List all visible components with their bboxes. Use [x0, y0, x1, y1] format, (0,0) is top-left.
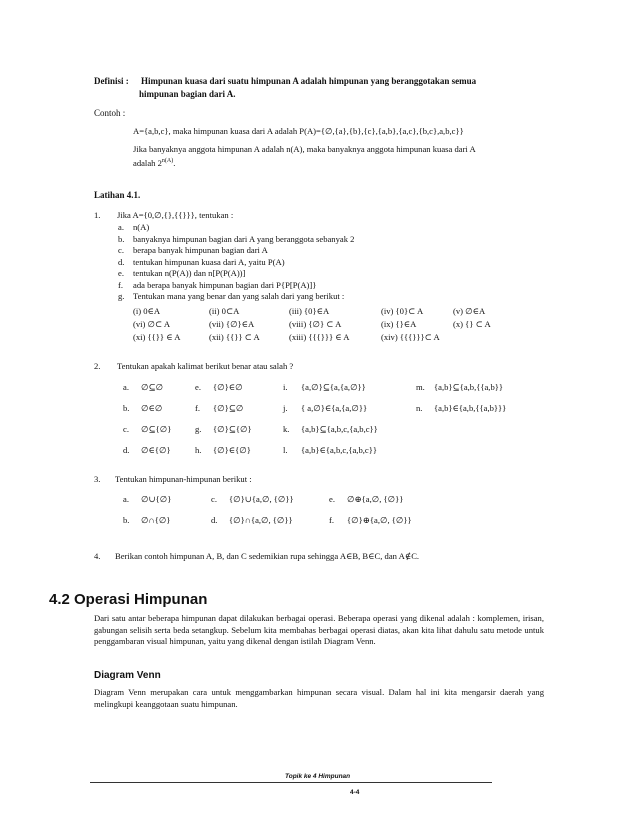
q2-cell-letter: l.: [283, 445, 288, 455]
footer-rule: [90, 782, 492, 783]
q3-cell-expr: ∅∪{∅}: [141, 494, 172, 504]
definition-text-line1: Himpunan kuasa dari suatu himpunan A adalah himpunan yang beranggotakan semua: [141, 76, 477, 86]
q2-cell: [195, 424, 283, 435]
q1-item-letter: b.: [118, 233, 125, 244]
q1-item-text: berapa banyak himpunan bagian dari A: [133, 245, 268, 255]
q2-cell-letter: d.: [123, 445, 130, 455]
q2-cell-expr: {a,∅}⊆{a,{a,∅}}: [301, 382, 366, 392]
q1-item-text: ada berapa banyak himpunan bagian dari P{P[P(A)]}: [133, 279, 317, 290]
q4-number: 4.: [94, 551, 101, 561]
venn-paragraph: Diagram Venn merupakan cara untuk menggambarkan himpunan secara visual. Dalam hal ini kita mengarsir daerah yang melingkupi keanggotaan suatu himpunan.: [94, 687, 544, 709]
q3-cell-letter: f.: [329, 515, 335, 525]
q1-item-letter: c.: [118, 245, 124, 255]
q3-cell-letter: b.: [123, 515, 130, 525]
definition-label: Definisi :: [94, 76, 129, 86]
q3-cell-expr: {∅}⊕{a,∅, {∅}}: [347, 515, 412, 525]
q3-cell: [123, 515, 211, 526]
example-line3: [133, 156, 175, 169]
q3-cell: [329, 515, 439, 526]
q2-cell-expr: ∅⊆∅: [141, 382, 164, 392]
q1-item-letter: f.: [118, 279, 124, 290]
q2-cell: [283, 424, 416, 435]
q2-cell-expr: {∅}∈∅: [213, 382, 243, 392]
q3-cell-letter: e.: [329, 494, 335, 504]
q2-cell: [123, 382, 195, 393]
q2-cell-expr: {a,b}∈{a,b,c,{a,b,c}}: [301, 445, 377, 455]
q2-cell-letter: g.: [195, 424, 202, 434]
q2-cell-expr: {a,b}⊆{a,b,{{a,b}}: [434, 382, 504, 392]
q1-item-text: tentukan n(P(A)) dan n[P(P(A))]: [133, 268, 246, 278]
q2-cell: [416, 403, 526, 414]
example-line2: Jika banyaknya anggota himpunan A adalah n(A), maka banyaknya anggota himpunan kuasa dari A: [133, 144, 476, 154]
definition-text-line2: himpunan bagian dari A.: [139, 89, 236, 99]
q2-cell-expr: { a,∅}∈{a,{a,∅}}: [301, 403, 368, 413]
q3-text: Tentukan himpunan-himpunan berikut :: [115, 474, 252, 484]
q2-cell: [283, 445, 416, 456]
footer-title: Topik ke 4 Himpunan: [285, 773, 351, 780]
example-line1: A={a,b,c}, maka himpunan kuasa dari A adalah P(A)={∅,{a},{b},{c},{a,b},{a,c},{b,c},a,b,c}}: [133, 126, 464, 136]
q2-cell: [195, 445, 283, 456]
q1-grid-cell: (v) ∅∈A: [453, 306, 486, 316]
q3-cell: [329, 494, 439, 505]
q1-item-text: banyaknya himpunan bagian dari A yang beranggota sebanyak 2: [133, 233, 355, 244]
q3-cell-expr: {∅}∩{a,∅, {∅}}: [229, 515, 293, 525]
q2-cell-expr: ∅∈{∅}: [141, 445, 171, 455]
q2-cell-expr: {a,b}⊆{a,b,c,{a,b,c}}: [301, 424, 378, 434]
q3-cell: [123, 494, 211, 505]
q2-cell-expr: {∅}⊆∅: [213, 403, 244, 413]
q2-cell-expr: {∅}⊆{∅}: [213, 424, 252, 434]
q1-item-f: [118, 280, 354, 292]
q2-number: 2.: [94, 361, 101, 371]
q3-grid-rows: [123, 494, 439, 526]
q1-grid-cell: (ii) 0⊂A: [209, 306, 240, 316]
q1-item-c: [118, 245, 354, 257]
q3-cell-letter: a.: [123, 494, 129, 504]
q1-item-e: [118, 268, 354, 280]
q1-item-letter: e.: [118, 268, 124, 278]
q1-subitems: [118, 222, 354, 303]
q1-grid-cell: (i) 0∈A: [133, 306, 161, 316]
q3-cell-letter: d.: [211, 515, 218, 525]
q2-cell-letter: j.: [283, 403, 288, 413]
q2-cell: [416, 382, 526, 393]
q1-item-text: tentukan himpunan kuasa dari A, yaitu P(A): [133, 256, 285, 267]
q3-cell-expr: {∅}∪{a,∅, {∅}}: [229, 494, 294, 504]
exercise-title: Latihan 4.1.: [94, 190, 141, 200]
example-label: Contoh :: [94, 108, 126, 118]
q1-item-b: [118, 234, 354, 246]
q3-grid: [123, 494, 439, 526]
q3-cell-expr: ∅⊕{a,∅, {∅}}: [347, 494, 404, 504]
q1-item-a: [118, 222, 354, 234]
q1-grid-rows: [133, 306, 523, 343]
q2-cell: [123, 403, 195, 414]
q2-cell-expr: {∅}∈{∅}: [213, 445, 251, 455]
q1-item-letter: d.: [118, 256, 125, 267]
example-line3-text: adalah 2: [133, 157, 162, 168]
q3-cell: [211, 515, 329, 526]
q3-cell: [211, 494, 329, 505]
q2-cell-letter: i.: [283, 382, 288, 392]
q1-grid-cell: (iii) {0}∈A: [289, 306, 330, 316]
q2-cell-letter: c.: [123, 424, 129, 434]
q3-number: 3.: [94, 474, 101, 484]
q1-grid-cell: (xii) {{}} ⊂ A: [209, 332, 260, 342]
q2-cell-letter: b.: [123, 403, 130, 413]
q1-item-text: Tentukan mana yang benar dan yang salah dari yang berikut :: [133, 291, 345, 301]
q2-cell-letter: h.: [195, 445, 202, 455]
q1-grid-cell: (ix) {}∈A: [381, 319, 417, 329]
q1-grid-cell: (xi) {{}} ∈ A: [133, 332, 181, 342]
q1-item-letter: g.: [118, 291, 125, 301]
q1-grid-cell: (xiii) {{{}}} ∈ A: [289, 332, 350, 342]
q2-cell: [123, 424, 195, 435]
q1-item-g: [118, 291, 354, 303]
q2-cell-letter: n.: [416, 403, 423, 413]
q1-grid-cell: (viii) {∅} ⊂ A: [289, 319, 342, 329]
q2-cell: [195, 403, 283, 414]
q1-grid-cell: (vi) ∅⊂ A: [133, 319, 171, 329]
q1-item-letter: a.: [118, 222, 124, 232]
q2-cell-letter: k.: [283, 424, 290, 434]
q2-cell: [123, 445, 195, 456]
q3-cell-expr: ∅∩{∅}: [141, 515, 171, 525]
q1-item-d: [118, 257, 354, 269]
q2-cell-expr: {a,b}∈{a,b,{{a,b}}}: [434, 403, 507, 413]
q2-text: Tentukan apakah kalimat berikut benar atau salah ?: [117, 361, 294, 371]
q4-text: Berikan contoh himpunan A, B, dan C sedemikian rupa sehingga A∈B, B∈C, dan A∉C.: [115, 551, 420, 561]
q2-grid: [123, 382, 526, 456]
page-number: 4-4: [350, 789, 360, 796]
q2-grid-rows: [123, 382, 526, 456]
section-paragraph: Dari satu antar beberapa himpunan dapat dilakukan berbagai operasi. Beberapa operasi yang dikenal adalah : komplemen, irisan, gabungan selisih serta beda setangkup. Sebelum kita membahas berbagai operasi diatas, akan kita lihat dahulu satu metode untuk penggambaran visual himpunan, yaitu yang dikenal dengan istilah Diagram Venn.: [94, 613, 544, 646]
q2-cell-letter: m.: [416, 382, 425, 392]
q2-cell-letter: f.: [195, 403, 201, 413]
q2-cell-letter: a.: [123, 382, 129, 392]
q1-item-text: n(A): [133, 222, 150, 232]
q2-cell: [283, 382, 416, 393]
q2-cell-letter: e.: [195, 382, 201, 392]
q2-cell: [283, 403, 416, 414]
q1-grid-cell: (xiv) {{{}}}⊂ A: [381, 332, 440, 342]
q2-cell-expr: ∅∈∅: [141, 403, 163, 413]
q2-cell-expr: ∅⊆{∅}: [141, 424, 172, 434]
venn-subtitle: Diagram Venn: [94, 670, 161, 681]
q1-grid-cell: [453, 332, 523, 343]
example-line3-exponent: n(A): [161, 158, 174, 164]
section-title: 4.2 Operasi Himpunan: [49, 591, 208, 608]
q1-grid-cell: (x) {} ⊂ A: [453, 319, 491, 329]
q1-grid: [133, 306, 523, 343]
q1-grid-cell: (iv) {0}⊂ A: [381, 306, 424, 316]
example-line3-end: .: [173, 157, 176, 168]
q1-number: 1.: [94, 210, 101, 220]
q2-cell: [195, 382, 283, 393]
q2-cell-empty: [416, 424, 526, 435]
q1-text: Jika A={0,∅,{},{{}}}, tentukan :: [117, 210, 234, 220]
q2-cell-empty: [416, 445, 526, 456]
q3-cell-letter: c.: [211, 494, 217, 504]
q1-grid-cell: (vii) {∅}∈A: [209, 319, 255, 329]
